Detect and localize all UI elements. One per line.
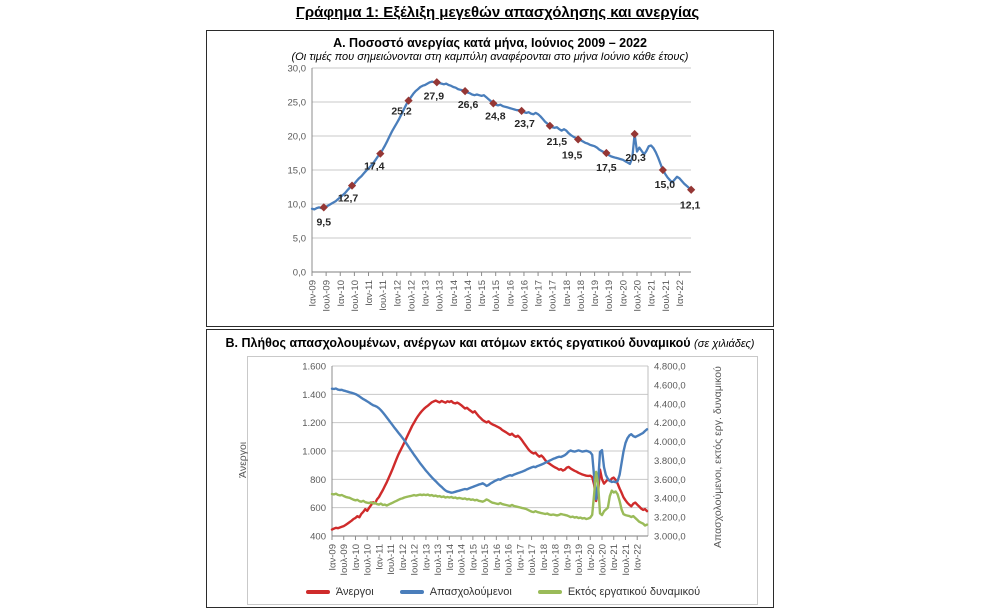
svg-text:5,0: 5,0 xyxy=(292,233,306,245)
svg-text:3.200,0: 3.200,0 xyxy=(654,512,686,524)
svg-text:Ιουλ-17: Ιουλ-17 xyxy=(527,544,539,576)
svg-text:Ιαν-22: Ιαν-22 xyxy=(632,544,644,571)
svg-text:20,0: 20,0 xyxy=(287,131,306,143)
svg-text:Ιαν-15: Ιαν-15 xyxy=(468,544,480,571)
svg-text:800: 800 xyxy=(310,474,326,486)
svg-text:25,2: 25,2 xyxy=(391,105,412,118)
svg-text:Ιουλ-12: Ιουλ-12 xyxy=(406,280,418,312)
chart-a-title: Α. Ποσοστό ανεργίας κατά μήνα, Ιούνιος 2009 – 2022 xyxy=(333,36,647,50)
y-axis-labels xyxy=(288,64,307,279)
svg-text:1.400: 1.400 xyxy=(302,389,326,401)
svg-text:Ιουλ-18: Ιουλ-18 xyxy=(575,280,587,312)
legend-label-unemployed: Άνεργοι xyxy=(335,586,374,598)
svg-text:20,3: 20,3 xyxy=(625,151,646,164)
chart-b-title xyxy=(207,336,773,350)
svg-text:Ιουλ-15: Ιουλ-15 xyxy=(480,544,492,576)
chart-b-title-main: Β. Πλήθος απασχολουμένων, ανέργων και ατόμων εκτός εργατικού δυναμικού xyxy=(225,336,691,350)
svg-text:Ιουλ-13: Ιουλ-13 xyxy=(434,280,446,312)
svg-text:Ιουλ-21: Ιουλ-21 xyxy=(620,544,632,576)
svg-text:15,0: 15,0 xyxy=(287,165,306,177)
svg-text:3.600,0: 3.600,0 xyxy=(654,474,686,486)
svg-text:Ιαν-16: Ιαν-16 xyxy=(505,280,517,307)
svg-text:Ιουλ-11: Ιουλ-11 xyxy=(378,280,390,311)
svg-text:Ιουλ-20: Ιουλ-20 xyxy=(597,544,609,576)
svg-text:Ιαν-20: Ιαν-20 xyxy=(585,544,597,571)
svg-text:Ιαν-16: Ιαν-16 xyxy=(491,544,503,571)
right-axis-title: Απασχολούμενοι, εκτός εργ. δυναμικού xyxy=(712,366,724,548)
svg-text:1.000: 1.000 xyxy=(302,446,326,458)
svg-text:4.000,0: 4.000,0 xyxy=(654,437,686,449)
june-markers xyxy=(320,79,694,211)
june-value-labels xyxy=(316,90,700,228)
svg-text:0,0: 0,0 xyxy=(292,267,306,279)
svg-text:25,0: 25,0 xyxy=(287,97,306,109)
svg-text:Ιαν-19: Ιαν-19 xyxy=(562,544,574,571)
legend-item-unemployed xyxy=(306,586,374,598)
svg-text:24,8: 24,8 xyxy=(485,110,506,123)
svg-text:Ιουλ-11: Ιουλ-11 xyxy=(386,544,398,575)
svg-text:3.400,0: 3.400,0 xyxy=(654,493,686,505)
svg-text:Ιαν-10: Ιαν-10 xyxy=(335,280,347,307)
chart-b-legend xyxy=(247,586,759,598)
svg-text:3.800,0: 3.800,0 xyxy=(654,455,686,467)
svg-text:Ιουλ-12: Ιουλ-12 xyxy=(409,544,421,576)
svg-text:Ιουλ-13: Ιουλ-13 xyxy=(433,544,445,576)
x-axis-labels xyxy=(328,536,644,576)
svg-text:Ιαν-18: Ιαν-18 xyxy=(538,544,550,571)
svg-text:Ιαν-17: Ιαν-17 xyxy=(515,544,527,571)
svg-text:Ιαν-13: Ιαν-13 xyxy=(420,280,432,307)
svg-text:Ιαν-14: Ιαν-14 xyxy=(444,544,456,571)
svg-text:Ιουλ-20: Ιουλ-20 xyxy=(632,280,644,312)
svg-text:4.600,0: 4.600,0 xyxy=(654,380,686,392)
svg-text:Ιαν-12: Ιαν-12 xyxy=(392,280,404,307)
svg-text:Ιαν-10: Ιαν-10 xyxy=(350,544,362,571)
svg-text:600: 600 xyxy=(310,503,326,515)
svg-text:17,5: 17,5 xyxy=(596,162,617,174)
svg-text:Ιουλ-16: Ιουλ-16 xyxy=(503,544,515,576)
svg-text:Ιαν-22: Ιαν-22 xyxy=(674,280,686,307)
legend-item-inactive xyxy=(538,586,700,598)
svg-text:19,5: 19,5 xyxy=(561,149,583,162)
svg-text:26,6: 26,6 xyxy=(457,99,479,112)
svg-text:Ιαν-18: Ιαν-18 xyxy=(561,280,573,307)
svg-text:Ιουλ-18: Ιουλ-18 xyxy=(550,544,562,576)
svg-text:21,5: 21,5 xyxy=(546,135,568,148)
svg-text:1.200: 1.200 xyxy=(302,418,326,430)
employed-line-swatch xyxy=(400,590,424,594)
svg-text:23,7: 23,7 xyxy=(514,117,535,130)
svg-text:Ιαν-21: Ιαν-21 xyxy=(646,280,658,307)
svg-text:Ιουλ-09: Ιουλ-09 xyxy=(321,280,333,312)
chart-b-title-unit: (σε χιλιάδες) xyxy=(694,338,755,350)
svg-text:Ιουλ-17: Ιουλ-17 xyxy=(547,280,559,312)
svg-text:Ιουλ-19: Ιουλ-19 xyxy=(604,280,616,312)
svg-text:Ιαν-09: Ιαν-09 xyxy=(307,280,319,307)
gridlines xyxy=(332,366,648,508)
legend-label-inactive: Εκτός εργατικού δυναμικού xyxy=(567,586,701,598)
svg-text:3.000,0: 3.000,0 xyxy=(654,531,686,543)
svg-text:17,4: 17,4 xyxy=(364,160,385,173)
svg-text:Ιαν-15: Ιαν-15 xyxy=(477,280,489,307)
svg-text:10,0: 10,0 xyxy=(287,199,306,211)
svg-text:Ιαν-13: Ιαν-13 xyxy=(421,544,433,571)
svg-text:Ιαν-11: Ιαν-11 xyxy=(364,280,376,306)
inactive-line-swatch xyxy=(538,590,562,594)
svg-text:Ιουλ-14: Ιουλ-14 xyxy=(462,280,474,312)
x-axis-labels xyxy=(308,272,686,312)
svg-text:Ιαν-20: Ιαν-20 xyxy=(618,280,630,307)
unemployment-rate-line xyxy=(312,82,691,210)
svg-text:4.200,0: 4.200,0 xyxy=(654,418,686,430)
svg-text:Ιουλ-16: Ιουλ-16 xyxy=(519,280,531,312)
svg-text:12,7: 12,7 xyxy=(337,192,359,205)
chart-a-subtitle: (Οι τιμές που σημειώνονται στη καμπύλη αναφέρονται στο μήνα Ιούνιο κάθε έτους) xyxy=(291,51,689,63)
left-axis-title: Άνεργοι xyxy=(237,441,249,478)
svg-text:Ιουλ-19: Ιουλ-19 xyxy=(574,544,586,576)
svg-text:4.400,0: 4.400,0 xyxy=(654,399,686,411)
svg-text:Ιουλ-14: Ιουλ-14 xyxy=(456,544,468,576)
legend-item-employed xyxy=(400,586,512,598)
panel-employment-levels xyxy=(206,329,774,608)
legend-label-employed: Απασχολούμενοι xyxy=(429,586,512,598)
svg-text:Ιαν-21: Ιαν-21 xyxy=(609,544,621,571)
svg-text:30,0: 30,0 xyxy=(287,63,306,75)
panel-unemployment-rate xyxy=(206,30,774,327)
employment-levels-chart xyxy=(207,330,775,608)
svg-text:4.800,0: 4.800,0 xyxy=(654,361,686,373)
svg-text:15,0: 15,0 xyxy=(654,179,676,191)
svg-text:Ιουλ-15: Ιουλ-15 xyxy=(491,280,503,312)
right-axis-labels xyxy=(654,362,686,543)
unemployed-line-swatch xyxy=(306,590,330,594)
svg-text:Ιαν-09: Ιαν-09 xyxy=(327,544,339,571)
svg-text:Ιαν-17: Ιαν-17 xyxy=(533,280,545,307)
svg-text:Ιαν-11: Ιαν-11 xyxy=(374,544,386,570)
svg-text:27,9: 27,9 xyxy=(423,90,445,103)
svg-text:Ιαν-19: Ιαν-19 xyxy=(590,280,602,307)
svg-text:9,5: 9,5 xyxy=(316,216,332,229)
svg-text:Ιαν-14: Ιαν-14 xyxy=(448,280,460,307)
svg-text:1.600: 1.600 xyxy=(302,361,326,373)
svg-text:Ιουλ-10: Ιουλ-10 xyxy=(349,280,361,312)
svg-text:Ιουλ-21: Ιουλ-21 xyxy=(660,280,672,312)
svg-text:12,1: 12,1 xyxy=(679,199,701,212)
page-title: Γράφημα 1: Εξέλιξη μεγεθών απασχόλησης και ανεργίας xyxy=(295,4,700,21)
svg-text:Ιαν-12: Ιαν-12 xyxy=(397,544,409,571)
unemployment-rate-chart xyxy=(207,31,775,327)
svg-text:Ιουλ-09: Ιουλ-09 xyxy=(339,544,351,576)
left-axis-labels xyxy=(302,362,326,543)
svg-text:Ιουλ-10: Ιουλ-10 xyxy=(362,544,374,576)
svg-text:400: 400 xyxy=(310,531,326,543)
